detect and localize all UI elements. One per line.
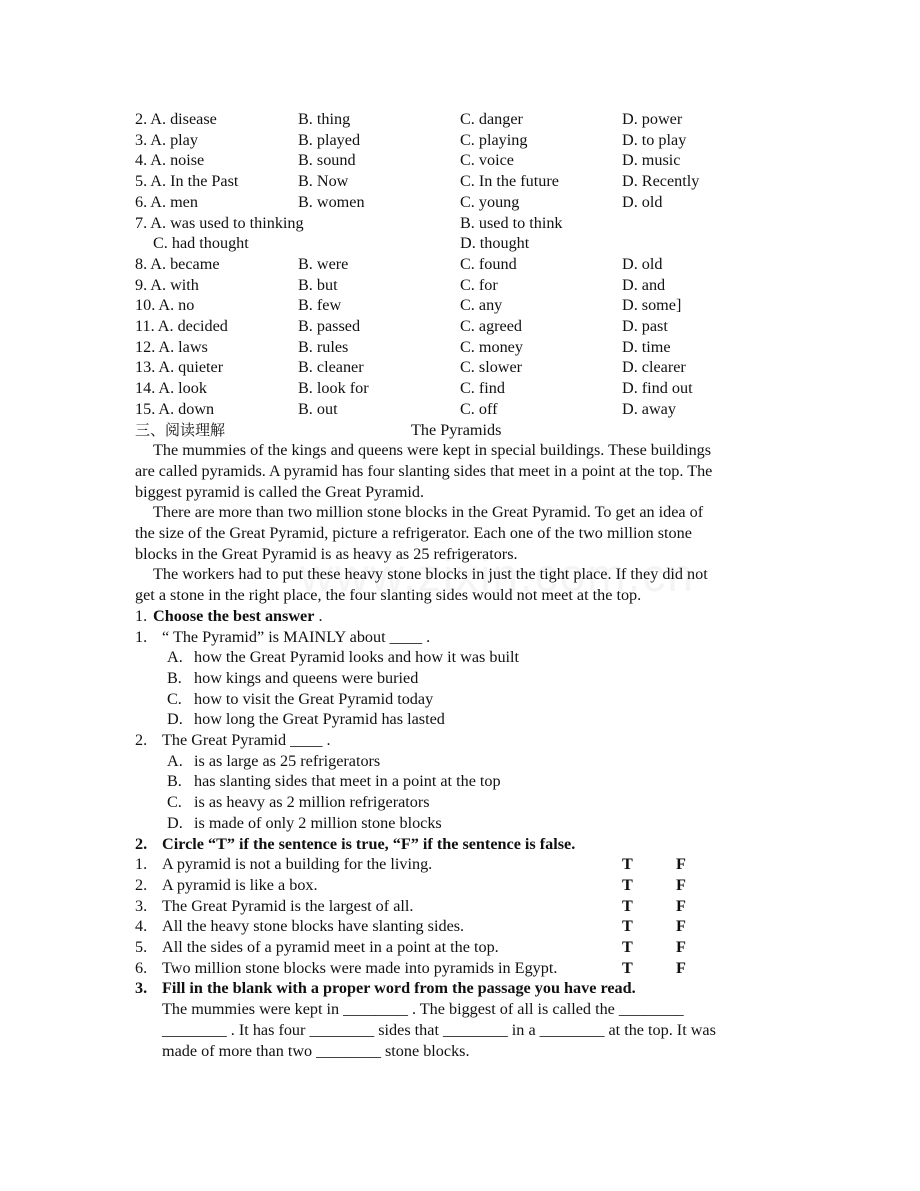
option-a: 2. A. disease [135,110,217,128]
option-b: B. few [298,296,342,315]
choice-letter: B. [167,668,182,687]
option-row [0,357,920,378]
option-b: B. passed [298,317,361,335]
passage-line: the size of the Great Pyramid, picture a refrigerator. Each one of the two million stone [135,524,692,542]
blank-line[interactable]: made of more than two ________ stone blocks. [162,1041,470,1060]
blank-line[interactable]: ________ . It has four ________ sides that ________ in a ________ at the top. It was [162,1020,716,1039]
option-b: B. out [298,399,338,418]
tf-item [0,875,920,896]
tf-statement: A pyramid is like a box. [162,875,318,894]
false-option[interactable]: F [676,855,686,874]
false-option[interactable]: F [676,896,686,915]
option-c: C. slower [460,358,523,377]
option-b: B. cleaner [298,358,364,377]
option-a: 5. A. In the Past [135,172,239,191]
choice-letter: A. [167,648,183,667]
option-d: D. past [622,317,668,335]
choice-letter: C. [167,793,182,812]
option-row [0,171,920,192]
passage-line: blocks in the Great Pyramid is as heavy as 25 refrigerators. [135,544,518,563]
true-option[interactable]: T [622,917,633,936]
tf-item [0,958,920,979]
option-a: 4. A. noise [135,151,205,170]
option-c: C. playing [460,130,528,149]
option-b: B. rules [298,337,349,356]
part1-heading [0,606,920,627]
tf-item [0,896,920,917]
option-d: D. to play [622,130,687,149]
option-row [0,399,920,420]
option-b: B. Now [298,172,349,191]
false-option[interactable]: F [676,938,686,956]
option-d: D. time [622,337,671,356]
blank-line[interactable]: The mummies were kept in ________ . The biggest of all is called the ________ [162,1000,684,1019]
option-row [0,233,920,254]
option-row [0,337,920,358]
option-c: C. off [460,399,498,418]
true-option[interactable]: T [622,938,633,956]
option-b: B. sound [298,151,356,170]
option-row [0,109,920,130]
option-row [0,275,920,296]
tf-statement: Two million stone blocks were made into pyramids in Egypt. [162,958,558,977]
tf-number: 2. [135,875,148,894]
option-c: C. find [460,379,505,398]
option-b: B. played [298,130,361,149]
section-header [0,420,920,441]
option-c: C. any [460,296,503,315]
option-row [0,213,920,234]
tf-statement: All the sides of a pyramid meet in a point at the top. [162,938,499,956]
choice-letter: B. [167,772,182,791]
option-d: D. music [622,151,681,170]
tf-item [0,916,920,937]
passage-line: The mummies of the kings and queens were kept in special buildings. These buildings [153,441,712,460]
true-option[interactable]: T [622,855,633,874]
tf-number: 5. [135,938,148,956]
option-b: B. but [298,275,338,294]
part2-title: Circle “T” if the sentence is true, “F” if the sentence is false. [162,834,576,853]
option-a: 8. A. became [135,254,220,273]
choice-letter: D. [167,813,183,832]
choice-text: is as large as 25 refrigerators [194,751,381,770]
tf-number: 3. [135,896,148,915]
option-row [0,295,920,316]
choice-letter: D. [167,710,183,729]
option-row [0,316,920,337]
part3-title: Fill in the blank with a proper word from the passage you have read. [162,979,636,998]
option-d: D. old [622,254,663,273]
part1-number: 1. [135,606,148,625]
question-number: 1. [135,627,148,646]
passage-line: The workers had to put these heavy stone blocks in just the tight place. If they did not [153,565,708,584]
option-a: 11. A. decided [135,317,228,335]
option-c: C. agreed [460,317,523,335]
option-c: C. young [460,192,520,211]
false-option[interactable]: F [676,875,686,894]
true-option[interactable]: T [622,896,633,915]
option-c: C. danger [460,110,523,128]
option-b: B. were [298,254,349,273]
tf-statement: A pyramid is not a building for the living. [162,855,433,874]
part1-tail: . [314,606,323,625]
option-row [0,378,920,399]
option-a: 12. A. laws [135,337,208,356]
false-option[interactable]: F [676,917,686,936]
false-option[interactable]: F [676,958,686,977]
option-b: B. used to think [460,213,563,232]
option-b: B. thing [298,110,351,128]
option-d: D. find out [622,379,693,398]
choice-letter: C. [167,689,182,708]
passage-line: get a stone in the right place, the four slanting sides would not meet at the top. [135,586,642,605]
question-text: The Great Pyramid ____ . [162,731,331,749]
part2-number: 2. [135,834,148,853]
option-a: 6. A. men [135,192,198,211]
option-row [0,192,920,213]
part2-heading [0,834,920,855]
choice-letter: A. [167,751,183,770]
choice-text: how to visit the Great Pyramid today [194,689,434,708]
passage-line: are called pyramids. A pyramid has four slanting sides that meet in a point at the top. The [135,461,713,480]
choice-text: has slanting sides that meet in a point at the top [194,772,501,791]
option-row [0,150,920,171]
tf-item [0,937,920,958]
option-d: D. old [622,192,663,211]
option-a: 7. A. was used to thinking [135,213,304,232]
option-b: B. women [298,192,365,211]
option-a: 14. A. look [135,379,207,398]
tf-number: 1. [135,855,148,874]
option-d: D. thought [460,234,530,253]
part3-heading [0,978,920,999]
option-row [0,254,920,275]
option-c: C. In the future [460,172,559,191]
question-number: 2. [135,731,148,749]
passage-line: There are more than two million stone blocks in the Great Pyramid. To get an idea of [153,503,704,522]
tf-statement: All the heavy stone blocks have slanting sides. [162,917,465,936]
part1-title: Choose the best answer [153,606,315,625]
choice-text: how kings and queens were buried [194,668,419,687]
option-c: C. money [460,337,523,356]
option-a: 3. A. play [135,130,198,149]
passage-title: The Pyramids [411,420,502,439]
option-d: D. power [622,110,683,128]
option-a: 15. A. down [135,399,215,418]
option-c: C. for [460,275,498,294]
option-d: D. Recently [622,172,700,191]
option-d: D. some] [622,296,682,315]
option-a: 10. A. no [135,296,195,315]
option-c: C. voice [460,151,514,170]
question-text: “ The Pyramid” is MAINLY about ____ . [162,627,431,646]
option-d: D. away [622,399,676,418]
option-d: D. clearer [622,358,686,377]
true-option[interactable]: T [622,958,633,977]
passage-line: biggest pyramid is called the Great Pyramid. [135,482,425,501]
option-b: B. look for [298,379,369,398]
choice-text: is as heavy as 2 million refrigerators [194,793,430,812]
option-c: C. found [460,254,517,273]
part3-number: 3. [135,979,148,998]
option-a: 9. A. with [135,275,199,294]
option-a: 13. A. quieter [135,358,224,377]
option-d: D. and [622,275,666,294]
section-heading: 三、阅读理解 [135,420,226,439]
tf-statement: The Great Pyramid is the largest of all. [162,896,414,915]
tf-number: 6. [135,958,148,977]
choice-text: how long the Great Pyramid has lasted [194,710,445,729]
true-option[interactable]: T [622,875,633,894]
option-row [0,130,920,151]
option-c: C. had thought [153,234,249,253]
choice-text: is made of only 2 million stone blocks [194,813,442,832]
tf-item [0,854,920,875]
choice-text: how the Great Pyramid looks and how it was built [194,648,520,667]
tf-number: 4. [135,917,148,936]
